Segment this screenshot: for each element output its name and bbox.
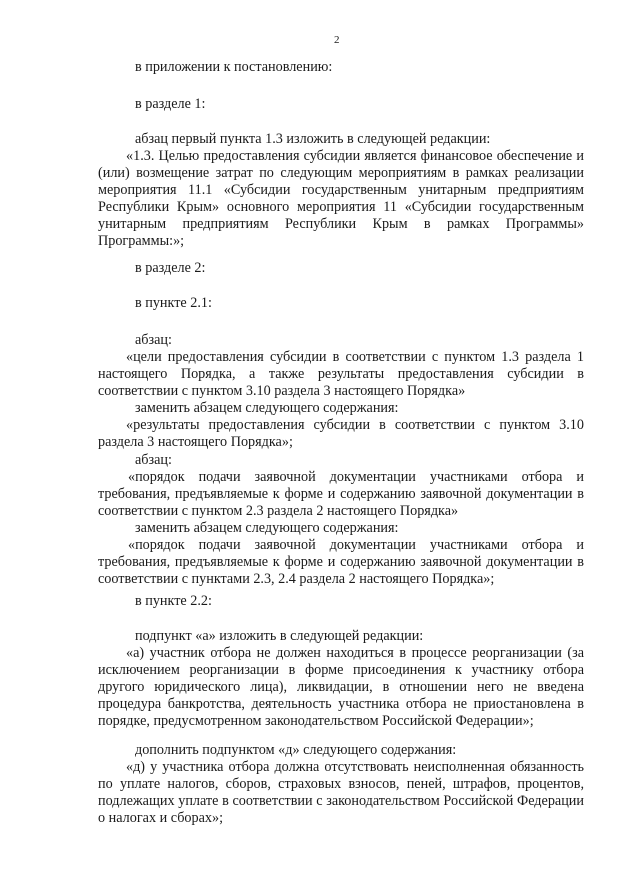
paragraph: в приложении к постановлению: [135,59,333,75]
paragraph: абзац первый пункта 1.3 изложить в следующей редакции: [135,131,491,147]
paragraph-clause-1-3 [98,131,584,250]
paragraph: заменить абзацем следующего содержания: [135,520,399,536]
quoted-paragraph: «д) у участника отбора должна отсутствовать неисполненная обязанность по уплате налогов, сборов, страховых взносов, пеней, штрафов, процентов, подлежащих уплате в соответствии с законодательством Российской Федерации о налогах и сборах»; [98,759,584,826]
paragraph-subclause-d [98,742,584,827]
page-number: 2 [334,34,340,46]
paragraph-subclause-a [98,628,584,730]
paragraph-group-1 [98,332,584,451]
paragraph: в пункте 2.1: [135,295,212,311]
paragraph: дополнить подпунктом «д» следующего содержания: [135,742,457,758]
paragraph-point-2-1 [98,295,584,312]
paragraph: абзац: [135,452,172,468]
quoted-paragraph: «результаты предоставления субсидии в соответствии с пунктом 3.10 раздела 3 настоящего Порядка»; [98,417,584,450]
paragraph-group-2 [98,452,584,588]
quoted-paragraph: «1.3. Целью предоставления субсидии является финансовое обеспечение и (или) возмещение затрат по следующим мероприятиям в рамках реализации мероприятия 11.1 «Субсидии государственным унитарным предприятиям Республики Крым» основного мероприятия 11 «Субсидии государственным унитарным предприятиям Республики Крым в рамках Программы» Программы:»; [98,148,584,249]
quoted-paragraph: «цели предоставления субсидии в соответствии с пунктом 1.3 раздела 1 настоящего Порядка, а также результаты предоставления субсидии в соответствии с пунктом 3.10 раздела 3 настоящего Порядка» [98,349,584,399]
paragraph-section2 [98,260,584,277]
paragraph-intro [98,59,584,76]
paragraph: заменить абзацем следующего содержания: [135,400,399,416]
quoted-paragraph: «порядок подачи заявочной документации участниками отбора и требования, предъявляемые к форме и содержанию заявочной документации в соответствии с пунктами 2.3, 2.4 раздела 2 настоящего Порядка»; [98,537,584,587]
paragraph: абзац: [135,332,172,348]
paragraph: в пункте 2.2: [135,593,212,609]
quoted-paragraph: «порядок подачи заявочной документации участниками отбора и требования, предъявляемые к форме и содержанию заявочной документации в соответствии с пунктом 2.3 раздела 2 настоящего Порядка» [98,469,584,519]
paragraph: в разделе 2: [135,260,206,276]
quoted-paragraph: «а) участник отбора не должен находиться в процессе реорганизации (за исключением реорганизации в форме присоединения к участнику отбора другого юридического лица), ликвидации, в отношении него не введена процедура банкротства, деятельность участника отбора не приостановлена в порядке, предусмотренном законодательством Российской Федерации»; [98,645,584,729]
paragraph-section1 [98,96,584,113]
paragraph: в разделе 1: [135,96,206,112]
paragraph-point-2-2 [98,593,584,610]
paragraph: подпункт «а» изложить в следующей редакции: [135,628,424,644]
